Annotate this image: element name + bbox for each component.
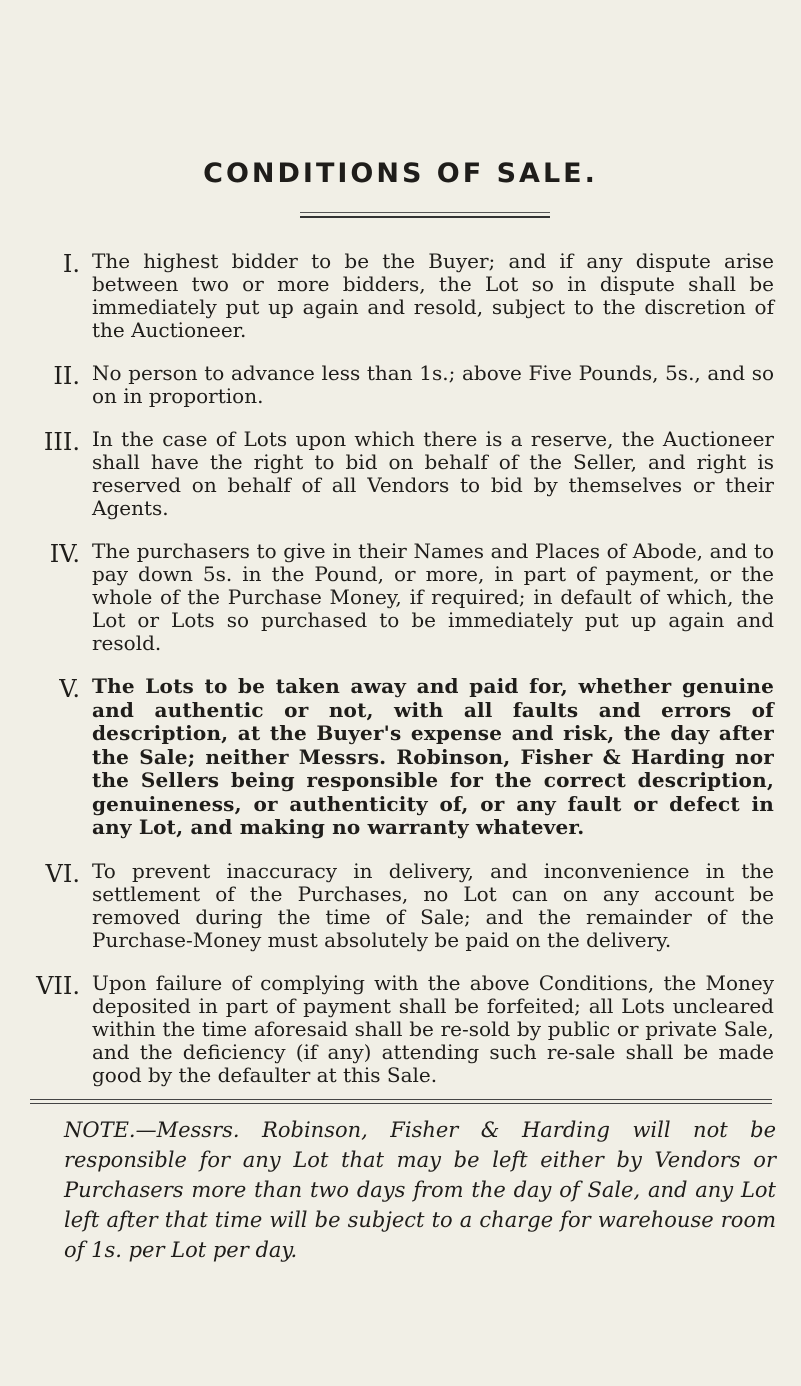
condition-text: Upon failure of complying with the above Conditions, the Money deposited in part of payment shall be forfeited; all Lots uncleared within the time aforesaid shall be re-sold by public or private Sale, and the deficiency (if any) attending such re-sale shall be made good by the defaulter at this Sale. xyxy=(92,971,774,1087)
condition-number: V. xyxy=(59,675,80,703)
condition-text: In the case of Lots upon which there is a reserve, the Auctioneer shall have the right to bid on behalf of the Seller, and right is reserved on behalf of all Vendors to bid by themselves or their Agents. xyxy=(92,427,774,520)
title-rule-thick xyxy=(300,216,550,218)
condition-number: III. xyxy=(43,428,80,456)
page-title: CONDITIONS OF SALE. xyxy=(203,158,598,189)
condition-number: VII. xyxy=(36,972,80,1000)
condition-text: The purchasers to give in their Names and Places of Abode, and to pay down 5s. in the Pound, or more, in part of payment, or the whole of the Purchase Money, if required; in default of which, the Lot or Lots so purchased to be immediately put up again and resold. xyxy=(92,539,774,655)
section-rule xyxy=(30,1099,772,1100)
condition-text: The Lots to be taken away and paid for, whether genuine and authentic or not, with all faults and errors of description, at the Buyer's expense and risk, the day after the Sale; neither Messrs. Robinson, Fisher & Harding nor the Sellers being responsible for the correct description, genuineness, or authenticity of, or any fault or defect in any Lot, and making no warranty whatever. xyxy=(92,674,774,839)
footnote: NOTE.—Messrs. Robinson, Fisher & Harding will not be responsible for any Lot that may be left either by Vendors or Purchasers more than two days from the day of Sale, and any Lot left after that time will be subject to a charge for warehouse room of 1s. per Lot per day. xyxy=(64,1118,776,1262)
title-rule-thin xyxy=(300,212,550,213)
condition-text: The highest bidder to be the Buyer; and if any dispute arise between two or more bidders, the Lot so in dispute shall be immediately put up again and resold, subject to the discretion of the Auctioneer. xyxy=(92,249,774,342)
condition-number: II. xyxy=(53,362,80,390)
condition-text: No person to advance less than 1s.; above Five Pounds, 5s., and so on in proportion. xyxy=(92,361,774,408)
condition-number: IV. xyxy=(49,540,80,568)
section-rule xyxy=(30,1103,772,1104)
condition-number: I. xyxy=(62,250,80,278)
condition-number: VI. xyxy=(45,860,80,888)
condition-text: To prevent inaccuracy in delivery, and inconvenience in the settlement of the Purchases, no Lot can on any account be removed during the time of Sale; and the remainder of the Purchase-Money must absolutely be paid on the delivery. xyxy=(92,859,774,952)
